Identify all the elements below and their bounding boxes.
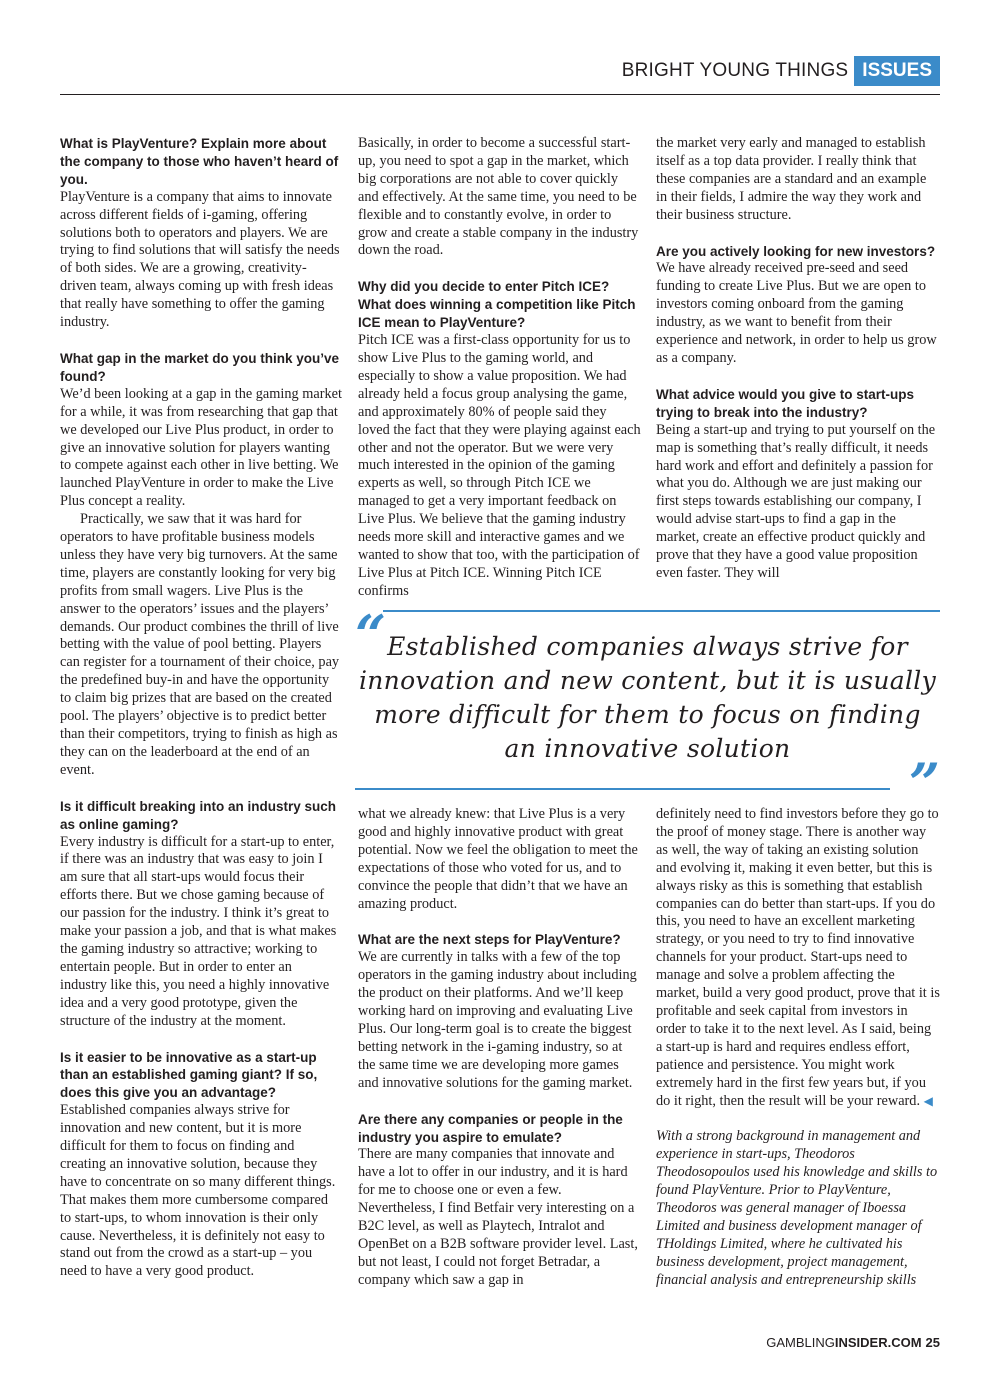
- pull-quote: [355, 603, 940, 815]
- question-2: What gap in the market do you think you’ve found?: [60, 350, 340, 384]
- pull-quote-text: Established companies always strive for innovation and new content, but it is usually more difficult for them to focus on finding an innovative solution: [358, 632, 937, 763]
- question-5: Why did you decide to enter Pitch ICE? What does winning a competition like Pitch ICE mean to PlayVenture?: [358, 279, 636, 331]
- column-2-bottom: [358, 806, 641, 1290]
- page-header: [622, 55, 940, 87]
- answer-3: Every industry is difficult for a start-up to enter, if there was an industry that was easy to join I am sure that all start-ups would focus their efforts there. But we chose gaming because of our passion for the industry. I think it’s great to make your passion a job, and that is what makes the gaming industry so attractive; working to entertain people. But in order to enter an industry like this, you need a highly innovative idea and a very good prototype, given the structure of the industry at the moment.: [60, 833, 337, 1029]
- answer-9: Being a start-up and trying to put yourself on the map is something that’s really difficult, it needs hard work and effort and definitely a passion for what you do. Although we are just making our first steps towards establishing our company, I would advise start-ups to find a gap in the market, create an effective product quickly and prove that they have a good value proposition even faster. They will: [656, 421, 936, 581]
- question-7: Are there any companies or people in the industry you aspire to emulate?: [358, 1111, 623, 1145]
- answer-5: Pitch ICE was a first-class opportunity for us to show Live Plus to the gaming world, and especially to show a value proposition. We had already held a focus group analysing the game, and approximately 80% of people said they loved the fact that they were playing against each other and not the operator. But we were very much interested in the opinion of the gaming experts as well, so through Pitch ICE we managed to get a very important feedback on Live Plus. We believe that the gaming industry needs more skill and interactive games and we wanted to show that too, with the participation of Live Plus at Pitch ICE. Winning Pitch ICE confirms: [358, 332, 641, 599]
- column-3-bottom: [656, 806, 940, 1290]
- pull-quote-rule-bottom: [355, 788, 890, 790]
- question-4: Is it easier to be innovative as a start-up than an established gaming giant? If so, does this give you an advantage?: [60, 1049, 318, 1101]
- pull-quote-rule-top: [383, 610, 940, 612]
- section-tag: ISSUES: [854, 56, 940, 86]
- answer-4: Established companies always strive for innovation and new content, but it is more difficult for them to focus on finding and creating an innovative solution, because they have to concentrate on so many different things. That makes them more cumbersome compared to start-ups, to whom innovation is their only cause. Nevertheless, it is definitely not easy to stand out from the crowd as a start-up – you need to have a very good product.: [60, 1102, 336, 1280]
- answer-5-cont: what we already knew: that Live Plus is a very good and highly innovative product with great potential. Now we feel the obligation to meet the expectations of those who voted for us, and to convince the people that didn’t that we have an amazing product.: [358, 806, 638, 912]
- open-quote-mark: “: [355, 603, 387, 667]
- answer-1: PlayVenture is a company that aims to innovate across different fields of i-gaming, offering solutions both to operators and players. We are trying to find solutions that will satisfy the needs of both sides. We are a growing, creativity-driven team, always coming up with fresh ideas that really have something to offer the gaming industry.: [60, 188, 340, 331]
- column-3-top: [656, 135, 940, 583]
- section-title: BRIGHT YOUNG THINGS: [621, 60, 849, 81]
- column-2-top: [358, 135, 641, 601]
- answer-4-cont: Basically, in order to become a successful start-up, you need to spot a gap in the market, which big corporations are not able to cover quickly and effectively. At the same time, you need to be flexible and to constantly evolve, in order to grow and create a stable company in the industry down the road.: [358, 135, 639, 259]
- header-rule: [60, 94, 940, 95]
- column-1: [60, 135, 342, 1281]
- answer-7-cont: the market very early and managed to establish itself as a top data provider. I really think that these companies are a standard and an example in their fields, I admire the way they work and their business structure.: [656, 135, 927, 223]
- question-6: What are the next steps for PlayVenture?: [358, 932, 621, 948]
- answer-8: We have already received pre-seed and seed funding to create Live Plus. But we are open to investors coming onboard from the gaming industry, as we want to benefit from their experience and network, in order to help us grow as a company.: [656, 260, 937, 366]
- answer-6: We are currently in talks with a few of the top operators in the gaming industry about including the product on their platforms. And we’ll keep working hard on improving and evaluating Live Plus. Our long-term goal is to create the biggest betting network in the i-gaming industry, so at the same time we are developing more games and innovative solutions for the gaming market.: [358, 949, 637, 1091]
- page-number: 25: [925, 1335, 940, 1350]
- footer-site-a: GAMBLING: [766, 1335, 835, 1350]
- question-9: What advice would you give to start-ups trying to break into the industry?: [656, 386, 915, 420]
- question-3: Is it difficult breaking into an industry such as online gaming?: [60, 798, 337, 832]
- question-1: What is PlayVenture? Explain more about the company to those who haven’t heard of you.: [60, 136, 339, 187]
- answer-2-cont: Practically, we saw that it was hard for operators to have profitable business models unless they have very big turnovers. At the same time, players are constantly looking for very big profits from small wagers. Live Plus is the answer to the operators’ issues and the players’ demands. Our product combines the thrill of live betting with the value of pool betting. Players can register for a tournament of their choice, pay the predefined buy-in and have the opportunity to claim big prizes that are based on the created pool. The players’ objective is to predict better than their competitors, trying to finish as high as they can on the leaderboard at the end of an event.: [60, 511, 340, 778]
- footer-site-b: INSIDER.COM: [834, 1335, 922, 1350]
- question-8: Are you actively looking for new investors?: [656, 243, 936, 259]
- end-mark-icon: ◀: [923, 1093, 933, 1108]
- answer-2: We’d been looking at a gap in the gaming market for a while, it was from researching that gap that we developed our Live Plus product, in order to give an innovative solution for players wanting to compete against each other in live betting. We launched PlayVenture in order to make the Live Plus concept a reality.: [60, 385, 342, 510]
- answer-9-cont: definitely need to find investors before they go to the proof of money stage. There is another way as well, the way of taking an existing solution and evolving it, making it even better, but this is always risky as this is something that establish companies can do better than start-ups. If you do this, you need to have an excellent marketing strategy, or you need to try to find innovative channels for your product. Start-ups need to manage and solve a problem affecting the market, build a very good product, prove that it is profitable and seek capital from investors in order to take it to the next level. As I said, being a start-up is hard and requires endless effort, patience and persistence. You might work extremely hard in the first few years but, if you do it right, then the result will be your reward. ◀: [656, 806, 940, 1109]
- answer-7: There are many companies that innovate and have a lot to offer in our industry, and it is hard for me to choose one or even a few. Nevertheless, I find Betfair very interesting on a B2C level, as well as Playtech, Intralot and OpenBet on a B2B software provider level. Last, but not least, I could not forget Betradar, a company which saw a gap in: [358, 1146, 638, 1288]
- page-footer: [766, 1335, 940, 1350]
- author-bio: With a strong background in management and experience in start-ups, Theodoros Theodosopoulos used his knowledge and skills to found PlayVenture. Prior to PlayVenture, Theodoros was general manager of Iboessa Limited and business development manager of THoldings Limited, where he cultivated his business development, project management, financial analysis and entrepreneurship skills: [656, 1128, 938, 1288]
- close-quote-mark: ”: [908, 751, 940, 815]
